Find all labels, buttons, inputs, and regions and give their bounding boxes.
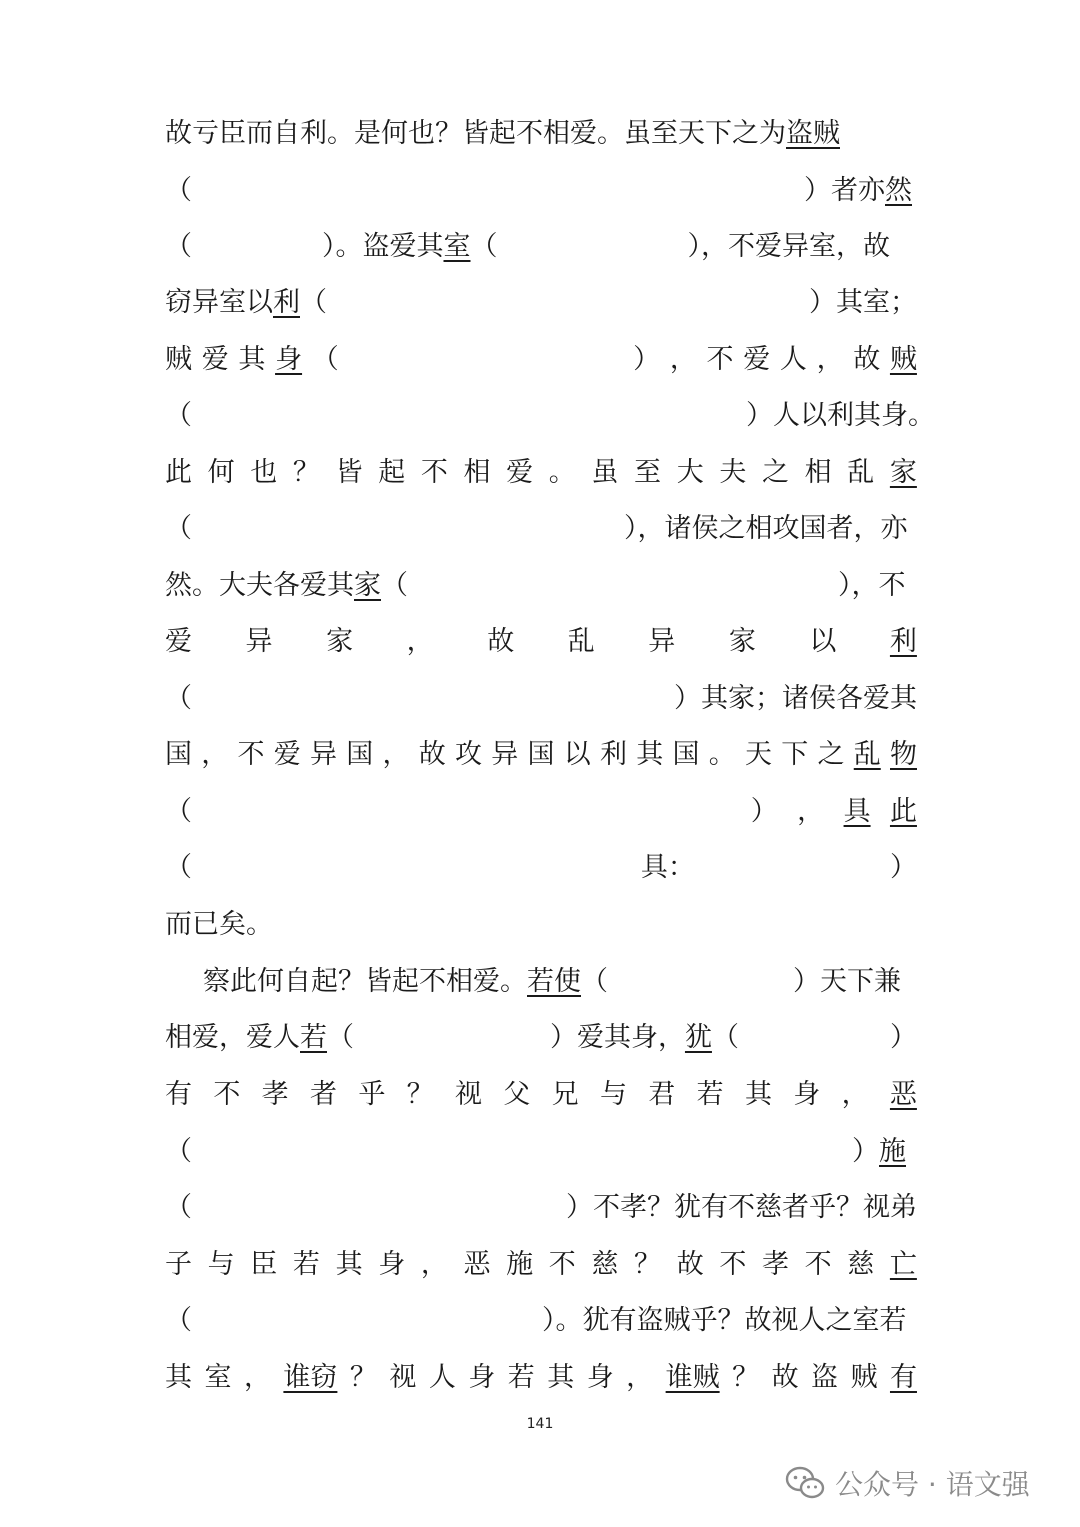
text-segment: 室: [204, 1362, 232, 1393]
page-number: 141: [526, 1416, 554, 1432]
text-segment: ）人以利其身。: [746, 400, 935, 431]
text-segment: 兄: [551, 1079, 579, 1110]
text-segment: 视: [454, 1079, 482, 1110]
text-line: [165, 1130, 917, 1174]
text-segment: 起: [378, 457, 406, 488]
text-segment: 身: [586, 1362, 614, 1393]
text-segment: 故: [771, 1362, 799, 1393]
text-segment: 而已矣。: [165, 909, 273, 940]
text-segment: 其: [636, 739, 664, 770]
text-line: [165, 451, 917, 495]
text-segment: ）天下兼: [793, 966, 901, 997]
text-segment: ），诸侯之相攻国者，亦: [624, 513, 908, 544]
text-segment: 身: [378, 1249, 406, 1280]
text-segment: 天: [745, 739, 772, 770]
text-segment: 若: [507, 1362, 535, 1393]
text-segment: ）: [750, 796, 778, 827]
text-segment: 身: [468, 1362, 496, 1393]
text-segment: 爱: [273, 739, 301, 770]
underlined-term: 身: [275, 344, 303, 375]
text-line: [165, 1243, 917, 1287]
text-segment: 乎: [358, 1079, 386, 1110]
underlined-term: 利: [273, 287, 300, 318]
text-line: [165, 733, 917, 777]
text-segment: ）: [852, 1136, 879, 1167]
text-segment: 家: [326, 626, 354, 657]
text-line: [203, 960, 917, 1004]
text-segment: 也: [250, 457, 278, 488]
text-segment: ，: [382, 739, 410, 770]
text-segment: ，: [797, 796, 825, 827]
underlined-term: 乱: [853, 739, 881, 770]
underlined-term: 犹: [684, 1022, 712, 1053]
text-line: [165, 281, 917, 325]
text-segment: 以: [563, 739, 591, 770]
text-segment: ）。犹有盗贼乎？故视人之室若: [542, 1305, 907, 1336]
text-segment: ？: [349, 1362, 377, 1393]
text-segment: 。: [708, 739, 736, 770]
text-segment: 不: [420, 457, 448, 488]
text-segment: ，: [406, 626, 434, 657]
text-segment: 异: [310, 739, 337, 770]
underlined-term: 然: [885, 175, 912, 206]
text-segment: 夫: [719, 457, 747, 488]
text-segment: ？: [732, 1362, 760, 1393]
wechat-icon: [785, 1466, 825, 1500]
text-segment: ）爱其身，: [549, 1022, 685, 1053]
text-segment: 若: [292, 1249, 320, 1280]
underlined-term: 物: [890, 739, 917, 770]
text-line: [165, 394, 935, 438]
text-segment: 察此何自起？皆起不相爱。: [203, 966, 527, 997]
text-segment: 大: [676, 457, 704, 488]
text-segment: 臣: [250, 1249, 278, 1280]
text-segment: ？: [634, 1249, 662, 1280]
text-segment: 身: [793, 1079, 821, 1110]
text-segment: 君: [648, 1079, 676, 1110]
text-segment: 国: [346, 739, 374, 770]
text-segment: 故亏臣而自: [165, 118, 300, 149]
text-segment: 爱: [506, 457, 534, 488]
text-line: [165, 1016, 917, 1060]
watermark: [785, 1460, 1030, 1506]
text-line: [165, 677, 917, 721]
text-segment: 有: [165, 1079, 192, 1110]
text-segment: ）不孝？犹有不慈者乎？视弟: [566, 1192, 917, 1223]
text-segment: 之: [817, 739, 845, 770]
underlined-term: 利: [889, 626, 917, 657]
text-segment: 其: [744, 1079, 772, 1110]
text-line: [165, 112, 917, 156]
text-segment: （: [470, 231, 498, 262]
text-segment: 贼: [850, 1362, 878, 1393]
text-line: [165, 1073, 917, 1117]
text-segment: （: [327, 1022, 354, 1053]
text-segment: 人: [428, 1362, 456, 1393]
text-segment: 至: [634, 457, 662, 488]
text-segment: 何: [207, 457, 235, 488]
text-segment: （: [165, 513, 192, 544]
text-segment: ）: [890, 1022, 917, 1053]
text-segment: 异: [648, 626, 676, 657]
text-segment: 乱: [567, 626, 595, 657]
text-line: [165, 507, 917, 551]
text-segment: 不: [706, 344, 734, 375]
text-segment: 家: [728, 626, 756, 657]
text-line: [165, 225, 917, 269]
text-segment: （: [165, 1136, 192, 1167]
text-line: [165, 903, 917, 947]
underlined-term: 亡: [889, 1249, 917, 1280]
text-segment: 国: [527, 739, 555, 770]
text-segment: 人: [779, 344, 807, 375]
underlined-term: 恶: [889, 1079, 917, 1110]
text-segment: 。是何也？皆起不相爱。虽至天下之为: [327, 118, 786, 149]
text-segment: 盗: [811, 1362, 839, 1393]
text-segment: 与: [599, 1079, 627, 1110]
text-segment: 孝: [261, 1079, 289, 1110]
text-segment: 其: [165, 1362, 192, 1393]
underlined-term: 谁贼: [665, 1362, 720, 1393]
text-segment: 不: [719, 1249, 747, 1280]
text-segment: 其: [547, 1362, 575, 1393]
text-line: [165, 846, 917, 890]
underlined-term: 家: [354, 570, 381, 601]
underlined-term: 有: [889, 1362, 917, 1393]
text-segment: 贼: [165, 344, 192, 375]
text-segment: ）。盗爱其: [322, 231, 444, 262]
text-segment: ，: [669, 344, 697, 375]
text-line: [165, 564, 917, 608]
underlined-term: 若: [300, 1022, 327, 1053]
text-segment: （: [165, 400, 192, 431]
text-segment: 此: [165, 457, 192, 488]
text-segment: 然。大夫各爱其: [165, 570, 354, 601]
underlined-term: 家: [889, 457, 917, 488]
text-segment: ）: [633, 344, 661, 375]
underlined-term: 室: [443, 231, 471, 262]
text-segment: ，: [841, 1079, 869, 1110]
text-segment: ）: [890, 852, 917, 883]
text-segment: 具：: [640, 852, 695, 883]
text-line: [165, 169, 917, 213]
text-segment: 之: [761, 457, 789, 488]
text-segment: 恶: [463, 1249, 491, 1280]
text-segment: （: [165, 1305, 192, 1336]
text-segment: 视: [389, 1362, 417, 1393]
text-segment: （: [165, 852, 192, 883]
text-segment: 攻: [455, 739, 482, 770]
text-segment: 不: [213, 1079, 241, 1110]
text-segment: （: [311, 344, 339, 375]
text-segment: 不: [548, 1249, 576, 1280]
text-segment: （: [711, 1022, 739, 1053]
underlined-term: 谁窃: [283, 1362, 338, 1393]
text-segment: （: [381, 570, 408, 601]
text-line: [165, 620, 917, 664]
text-segment: 施: [506, 1249, 534, 1280]
text-segment: 虽: [591, 457, 619, 488]
text-line: [165, 1356, 917, 1400]
underlined-term: 盗贼: [786, 118, 840, 149]
underlined-term: 此: [889, 796, 917, 827]
text-segment: 爱: [165, 626, 192, 657]
text-segment: 故: [853, 344, 881, 375]
text-segment: 故: [418, 739, 446, 770]
text-segment: （: [165, 796, 192, 827]
text-segment: 国: [672, 739, 700, 770]
text-segment: ）其室；: [809, 287, 917, 318]
text-segment: 故: [487, 626, 515, 657]
text-segment: 异: [491, 739, 519, 770]
text-segment: 利: [600, 739, 627, 770]
text-segment: 爱: [743, 344, 771, 375]
text-segment: ，: [201, 739, 229, 770]
text-segment: ，: [816, 344, 844, 375]
text-segment: 与: [207, 1249, 235, 1280]
watermark-text: 公众号 · 语文强: [835, 1468, 1030, 1501]
text-segment: 相: [804, 457, 832, 488]
text-segment: 。: [548, 457, 576, 488]
text-segment: （: [165, 683, 192, 714]
text-segment: 皆: [335, 457, 363, 488]
text-segment: （: [165, 231, 192, 262]
text-segment: 若: [696, 1079, 724, 1110]
text-segment: 乱: [847, 457, 875, 488]
text-segment: 不: [237, 739, 265, 770]
text-segment: 父: [503, 1079, 531, 1110]
text-segment: 慈: [591, 1249, 619, 1280]
text-segment: 下: [781, 739, 809, 770]
text-segment: ？: [292, 457, 320, 488]
text-segment: （: [300, 287, 327, 318]
text-segment: ）其家；诸侯各爱其: [674, 683, 917, 714]
text-segment: 子: [165, 1249, 192, 1280]
text-segment: ，: [243, 1362, 271, 1393]
text-segment: ），不: [838, 570, 906, 601]
text-segment: 慈: [847, 1249, 875, 1280]
text-line: [165, 1299, 917, 1343]
text-segment: 异: [245, 626, 273, 657]
text-segment: 相: [463, 457, 491, 488]
text-segment: 以: [809, 626, 837, 657]
text-segment: 利: [300, 118, 327, 149]
text-segment: ），不爱异室，故: [687, 231, 890, 262]
text-segment: （: [165, 175, 192, 206]
underlined-term: 具: [843, 796, 871, 827]
text-segment: ，: [420, 1249, 448, 1280]
text-segment: 者: [309, 1079, 337, 1110]
text-segment: 其: [238, 344, 266, 375]
text-segment: 孝: [761, 1249, 789, 1280]
text-segment: 国: [165, 739, 192, 770]
underlined-term: 若使: [527, 966, 581, 997]
text-segment: 相爱，爱人: [165, 1022, 300, 1053]
text-segment: 不: [804, 1249, 832, 1280]
text-line: [165, 790, 917, 834]
text-line: [165, 338, 917, 382]
text-segment: 其: [335, 1249, 363, 1280]
text-segment: （: [581, 966, 608, 997]
text-segment: ）者亦: [804, 175, 885, 206]
underlined-term: 贼: [889, 344, 917, 375]
text-segment: ？: [406, 1079, 434, 1110]
text-segment: ，: [626, 1362, 654, 1393]
text-segment: 爱: [201, 344, 229, 375]
text-segment: （: [165, 1192, 192, 1223]
text-line: [165, 1186, 917, 1230]
text-segment: 故: [676, 1249, 704, 1280]
text-segment: 窃异室以: [165, 287, 273, 318]
underlined-term: 施: [879, 1136, 906, 1167]
